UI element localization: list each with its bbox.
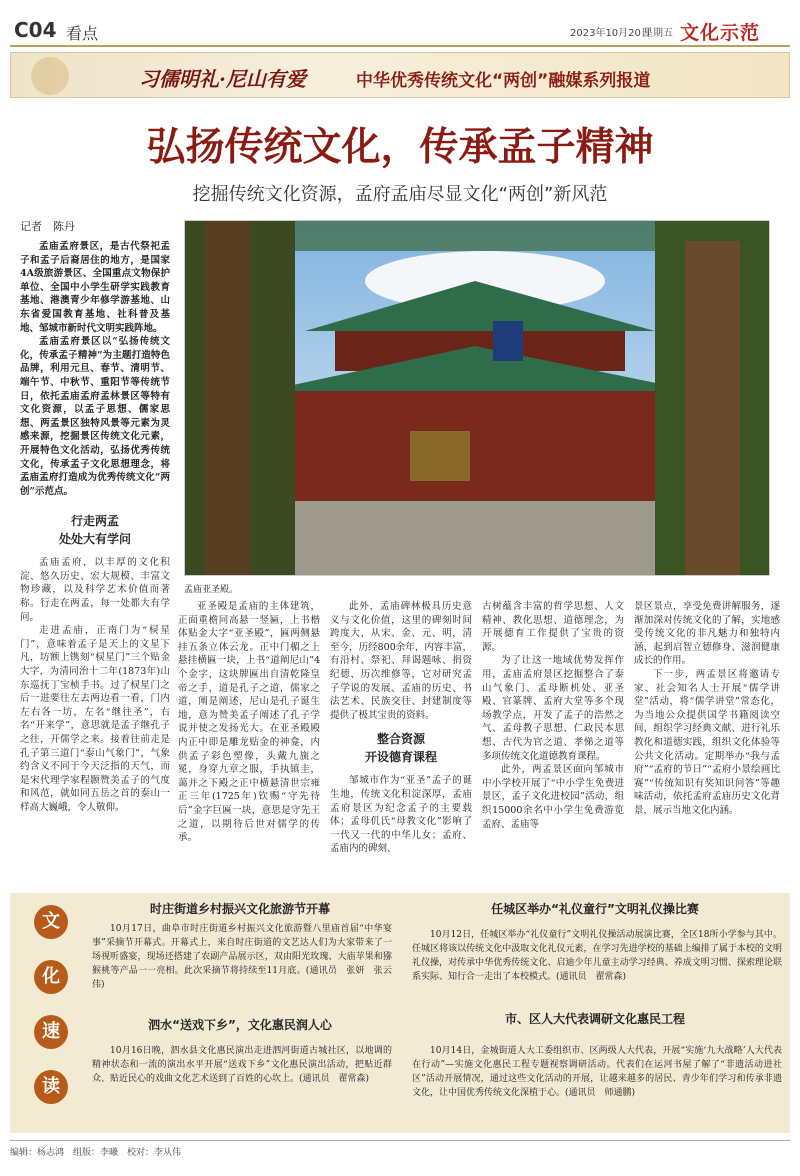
subheadline: 挖掘传统文化资源，孟府孟庙尽显文化“两创”新风范 xyxy=(192,184,608,205)
column-3 xyxy=(330,600,472,856)
brief-char-1: 文 xyxy=(34,905,68,939)
paper-name: 文化示范 xyxy=(680,22,761,44)
brief-3-body xyxy=(412,928,782,984)
column-5 xyxy=(634,600,780,818)
paragraph: 此外，两孟景区面向邹城市中小学校开展了“中小学生免费进景区，孟子文化进校园”活动，组织15000余名中小学生免费游览孟府、孟庙等 xyxy=(482,764,624,830)
brief-4-title: 市、区人大代表调研文化惠民工程 xyxy=(504,1012,685,1026)
header-rule xyxy=(10,45,790,47)
lead-paragraph-1: 孟庙孟府景区，是古代祭祀孟子和孟子后裔居住的地方，是国家4A级旅游景区、全国重点文物保护单位、全国中小学生研学实践教育基地、港澳青少年修学游基地、山东省爱国教育基地、社科普及基地、邹城市新时代文明实践阵地。 xyxy=(20,241,170,334)
series-banner xyxy=(10,52,790,98)
paragraph: 下一步，两孟景区将邀请专家、社会知名人士开展“儒学讲堂”活动，将“儒学讲堂”常态化，为当地公众提供国学书籍阅读空间，组织学习经典文献、进行礼乐教化和道德实践，组织文化体验等公共文化活动。定期举办“我与孟府”“孟府的节日”“孟府小景绘画比赛”“传统知识有奖知识问答”等趣味活动，依托孟府孟庙历史文化背景，展示当地文化内涵。 xyxy=(634,668,780,816)
paragraph: 景区景点，享受免费讲解服务，逐渐加深对传统文化的了解，实地感受传统文化的非凡魅力和独特内涵，起到启智立德修身、滋润健康成长的作用。 xyxy=(634,601,780,667)
byline: 记者 陈丹 xyxy=(20,220,75,233)
brief-1-body xyxy=(92,922,392,992)
paragraph: 孟庙孟府，以丰厚的文化积淀、悠久历史、宏大规模、丰富文物珍藏，以及科学艺术价值而著称。行走在两孟，每一处都大有学问。 xyxy=(20,557,170,623)
temple-photo xyxy=(184,220,770,576)
subhead-2: 整合资源 开设德育课程 xyxy=(364,732,437,765)
brief-2-title: 泗水“送戏下乡”，文化惠民润人心 xyxy=(148,1018,332,1032)
banner-calligraphy: 习儒明礼·尼山有爱 xyxy=(139,67,306,91)
paragraph: 此外，孟庙碑林极具历史意义与文化价值，这里的碑刻时间跨度大，从宋、金、元、明，清至今，历经800余年，内容丰富，有沿村、祭祀、拜谒题咏、捐资纪德、历次维修等，它对研究孟子学说的发展、孟庙的历史、书法艺术、民族交往、封建制度等提供了极其宝贵的资料。 xyxy=(330,601,472,721)
brief-char-4: 读 xyxy=(34,1070,68,1104)
brief-1-title: 时庄街道乡村振兴文化旅游节开幕 xyxy=(149,902,330,916)
paragraph: 古树蕴含丰富的哲学思想、人文精神、教化思想、道德理念，为开展德育工作提供了宝贵的资源。 xyxy=(482,601,624,653)
column-4 xyxy=(482,600,624,831)
photo-caption: 孟庙亚圣殿。 xyxy=(184,585,239,595)
column-1 xyxy=(20,240,170,815)
banner-title: 中华优秀传统文化“两创”融媒系列报道 xyxy=(356,71,651,91)
brief-3-text: 10月12日，任城区举办“礼仪童行”文明礼仪操活动展演比赛，全区18所小学参与其中。任城区将该以传统文化中汲取文化礼仪元素，在学习先进学校的基础上编排了属于本校的文明礼仪操，对传承中华优秀传统文化、启迪少年儿童主动学习经典、养成文明习惯、探索理论联系实际、知行合一走出了本校模式。(通讯员 翟常森) xyxy=(412,930,782,982)
brief-4-body xyxy=(412,1044,782,1100)
section-name: 看点 xyxy=(66,24,99,43)
brief-char-2: 化 xyxy=(34,960,68,994)
lead-paragraph-2: 孟庙孟府景区以“弘扬传统文化，传承孟子精神”为主题打造特色品牌，利用元旦、春节、清明节、端午节、中秋节、重阳节等传统节日，依托孟庙孟府孟林景区等特有文化资源，以孟子思想、儒家思想、两孟景区独特风景等元素为灵感来源，挖掘景区传统文化元素，开展特色文化活动，弘扬优秀传统文化，传承孟子文化思想理念，将孟庙孟府打造成为优秀传统文化“两创”示范点。 xyxy=(20,336,170,497)
brief-3-title: 任城区举办“礼仪童行”文明礼仪操比赛 xyxy=(491,902,699,916)
issue-weekday: 星期五 xyxy=(643,28,673,39)
issue-date: 2023年10月20日 xyxy=(570,28,651,39)
page-number: C04 xyxy=(14,18,57,42)
paragraph: 邹城市作为“亚圣”孟子的诞生地，传统文化积淀深厚，孟庙孟府景区为纪念孟子的主要载体；孟母仉氏“母教文化”影响了一代又一代的中华儿女；孟府、孟庙内的碑刻、 xyxy=(330,775,472,855)
column-2 xyxy=(178,600,320,845)
brief-2-body xyxy=(92,1044,392,1086)
headline: 弘扬传统文化，传承孟子精神 xyxy=(146,124,654,170)
page-footer: 编辑：杨志鸿 组版：李曦 校对：李从伟 xyxy=(10,1140,790,1158)
subhead-1: 行走两孟 处处大有学问 xyxy=(58,514,131,547)
paragraph: 亚圣殿是孟庙的主体建筑，正面重檐同高悬一竖匾，上书楷体贴金大字“亚圣殿”，匾两侧悬挂五条立体云龙。正中门楣之上悬挂横匾一块，上书“道阐尼山”4个金字，这块牌匾出自清乾隆皇帝之手，道是孔子之道，儒家之道，阐是阐述，尼山是孔子诞生地，意为赞美孟子阐述了孔子学说并使之发扬光大。在亚圣殿殿内正中即是雕龙贴金的神龛，内供孟子彩色塑像，头戴九旒之冕，身穿九章之服，手执镇圭，蔼并之下殿之正中横悬清世宗雍正三年(1725年)钦赐“守先待后”金字巨匾一块，意思是守先王之道，以期待后世对儒学的传承。 xyxy=(178,601,320,844)
brief-1-text: 10月17日，曲阜市时庄街道乡村振兴文化旅游暨八里庙首届“中华宴事”采摘节开幕式。开幕式上，来自时庄街道的文艺达人们为大家带来了一场视听盛宴，现场还搭建了农副产品展示区，双由阳光玫瑰、大庙苹果和猕猴桃等产品一一亮相。此次采摘节将持续至11月底。(通讯员 张妍 张云伟) xyxy=(92,924,392,990)
brief-4-text: 10月14日，金城街道人大工委组织市、区两级人大代表，开展“实施‘九大战略’人大代表在行动”—实施文化惠民工程专题视察调研活动。代表们在运河书屋了解了“非遗活动进社区”活动开展情况，通过这些文化活动的开展，让越来越多的居民、青少年们学习和传承非遗文化，让中国优秀传统文化深植于心。(通讯员 师通鹏) xyxy=(412,1046,782,1098)
brief-2-text: 10月16日晚，泗水县文化惠民演出走进泗河街道古城社区，以地调的精神状态和一流的演出水平开展“送戏下乡”文化惠民演出活动，把贴近群众、贴近民心的戏曲文化艺术送到了百姓的心坎上。(通讯员 翟常森) xyxy=(92,1046,392,1084)
brief-char-3: 速 xyxy=(34,1015,68,1049)
paragraph: 走进孟庙，正南门为“棂星门”，意味着孟子是天上的文星下凡，坊额上镌刻“棂星门”三个贴金大字，为清同治十二年(1873年)山东巡抚丁宝桢手书。过了棂星门之后一进要往左去两边看一看，门内左右各一坊，左名“继往圣”，右名“开来学”，意思就是孟子继孔子之往，开儒学之来。接着往前走是孔子第三道门“泰山气象门”，气象约含义不同于今天泛指的天气，而是宋代理学家程颢赞美孟子的气度和风范，就如同五岳之首的泰山一样高大巍峨，令人敬仰。 xyxy=(20,625,170,813)
page-header xyxy=(0,0,800,48)
banner-ornament-icon xyxy=(31,57,69,95)
paragraph: 为了让这一地域优势发挥作用，孟庙孟府景区挖掘整合了泰山气象门、孟母断机处、亚圣殿、官篆牌、孟府大堂等多个现场教学点，开发了孟子的浩然之气、孟母教子思想、仁政民本思想、古代为官之道、孝悌之道等多项传统文化道德教育课程。 xyxy=(482,655,624,762)
